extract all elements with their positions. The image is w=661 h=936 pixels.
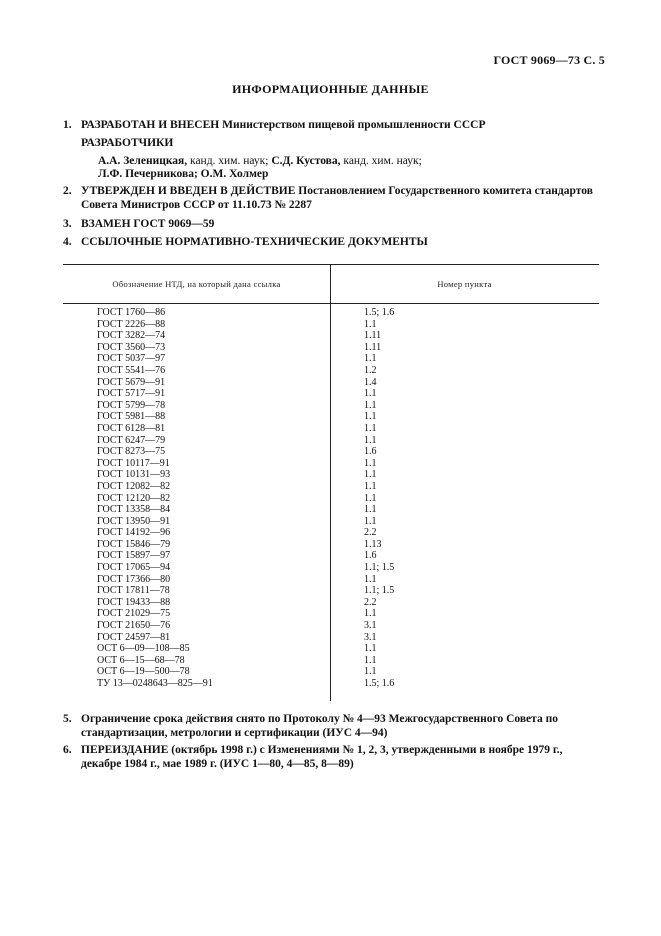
reference-table [63, 264, 599, 689]
item-number: 1. [63, 119, 72, 131]
table-body [63, 307, 599, 690]
table-row [63, 527, 599, 539]
table-row [63, 469, 599, 481]
document-designation: ГОСТ 1760—86 [97, 307, 166, 318]
clause-number: 1.5; 1.6 [364, 678, 395, 689]
developers-title: РАЗРАБОТЧИКИ [81, 137, 174, 149]
info-item-1 [63, 118, 601, 132]
clause-number: 1.6 [364, 446, 377, 458]
clause-number: 1.1 [364, 480, 377, 492]
document-designation: ГОСТ 17811—78 [97, 585, 170, 597]
table-row [63, 666, 599, 678]
clause-number: 1.11 [364, 341, 382, 353]
item-text: ВЗАМЕН ГОСТ 9069—59 [81, 218, 215, 230]
document-designation: ГОСТ 3560—73 [97, 341, 166, 353]
table-row [63, 608, 599, 620]
document-designation: ГОСТ 3282—74 [97, 330, 166, 342]
table-row [63, 504, 599, 516]
table-row [63, 585, 599, 597]
page-header: ГОСТ 9069—73 С. 5 [493, 53, 605, 67]
document-designation: ГОСТ 5717—91 [97, 388, 166, 400]
clause-number: 1.1 [364, 573, 377, 585]
table-row [63, 481, 599, 493]
table-row [63, 411, 599, 423]
document-designation: ГОСТ 19433—88 [97, 596, 171, 608]
clause-number: 1.1; 1.5 [364, 585, 395, 597]
clause-number: 1.1 [364, 434, 377, 446]
item-number: 3. [63, 218, 72, 230]
item-number: 4. [63, 236, 72, 248]
table-row [63, 458, 599, 470]
section-title: ИНФОРМАЦИОННЫЕ ДАННЫЕ [232, 82, 429, 96]
info-item-2 [63, 184, 601, 212]
table-header [63, 265, 599, 303]
clause-number: 1.6 [364, 550, 377, 562]
document-designation: ГОСТ 17065—94 [97, 562, 171, 574]
item-number: 6. [63, 744, 72, 756]
table-row [63, 400, 599, 412]
column-header-clause: Номер пункта [437, 279, 492, 289]
document-designation: ГОСТ 15897—97 [97, 550, 171, 562]
clause-number: 1.1 [364, 515, 377, 527]
document-designation: ГОСТ 5799—78 [97, 399, 166, 411]
document-designation: ГОСТ 2226—88 [97, 318, 166, 330]
table-row [63, 423, 599, 435]
table-row [63, 377, 599, 389]
clause-number: 1.1 [364, 388, 377, 400]
item-text: Министерством пищевой промышленности СССР [219, 119, 486, 131]
document-designation: ГОСТ 15846—79 [97, 538, 171, 550]
item-text: Постановлением Государственного комитета стандартов Совета Министров СССР от 11.10.73 № 2287 [81, 185, 593, 211]
table-row [63, 446, 599, 458]
document-designation: ГОСТ 6128—81 [97, 422, 166, 434]
table-row [63, 597, 599, 609]
clause-number: 1.1 [364, 353, 377, 365]
info-item-3 [63, 217, 601, 231]
document-designation: ГОСТ 12082—82 [97, 480, 171, 492]
authors [98, 155, 422, 181]
document-designation: ТУ 13—0248643—825—91 [97, 678, 213, 689]
document-designation: ОСТ 6—19—500—78 [97, 666, 190, 678]
clause-number: 1.5; 1.6 [364, 307, 395, 318]
table-row [63, 574, 599, 586]
table-header-rule [63, 303, 599, 304]
clause-number: 1.1; 1.5 [364, 562, 395, 574]
table-row [63, 516, 599, 528]
document-designation: ГОСТ 5037—97 [97, 353, 166, 365]
document-designation: ГОСТ 21650—76 [97, 620, 171, 632]
document-designation: ГОСТ 13950—91 [97, 515, 171, 527]
info-item-4 [63, 235, 601, 249]
clause-number: 1.1 [364, 457, 377, 469]
table-row [63, 550, 599, 562]
table-row [63, 620, 599, 632]
document-designation: ГОСТ 17366—80 [97, 573, 171, 585]
clause-number: 1.1 [364, 666, 377, 678]
author-degree: канд. хим. наук; [187, 155, 272, 167]
clause-number: 3.1 [364, 620, 377, 632]
table-row [63, 365, 599, 377]
document-designation: ГОСТ 14192—96 [97, 527, 171, 539]
clause-number: 1.2 [364, 364, 377, 376]
document-designation: ГОСТ 5541—76 [97, 364, 166, 376]
table-row [63, 493, 599, 505]
table-row [63, 632, 599, 644]
table-row [63, 562, 599, 574]
clause-number: 1.1 [364, 411, 377, 423]
document-designation: ГОСТ 12120—82 [97, 492, 171, 504]
document-designation: ГОСТ 10131—93 [97, 469, 171, 481]
table-row [63, 678, 599, 690]
clause-number: 1.1 [364, 318, 377, 330]
clause-number: 1.1 [364, 643, 377, 655]
table-row [63, 655, 599, 667]
document-designation: ГОСТ 5981—88 [97, 411, 166, 423]
clause-number: 1.1 [364, 608, 377, 620]
item-number: 2. [63, 185, 72, 197]
clause-number: 1.1 [364, 399, 377, 411]
document-designation: ГОСТ 13358—84 [97, 504, 171, 516]
author-name: С.Д. Кустова, [271, 155, 341, 167]
developers-title-row [63, 136, 601, 150]
document-designation: ОСТ 6—15—68—78 [97, 654, 185, 666]
table-row [63, 307, 599, 319]
item-lead: УТВЕРЖДЕН И ВВЕДЕН В ДЕЙСТВИЕ [81, 185, 296, 197]
item-number: 5. [63, 713, 72, 725]
item-text: ССЫЛОЧНЫЕ НОРМАТИВНО-ТЕХНИЧЕСКИЕ ДОКУМЕНТЫ [81, 236, 428, 248]
clause-number: 2.2 [364, 527, 377, 539]
author-degree: канд. хим. наук; [340, 155, 422, 167]
clause-number: 3.1 [364, 631, 377, 643]
clause-number: 1.1 [364, 469, 377, 481]
info-item-6 [63, 743, 601, 771]
info-item-5 [63, 712, 601, 740]
table-row [63, 319, 599, 331]
table-row [63, 643, 599, 655]
clause-number: 1.1 [364, 654, 377, 666]
table-row [63, 342, 599, 354]
document-designation: ОСТ 6—09—108—85 [97, 643, 190, 655]
author-name: А.А. Зеленицкая, [98, 155, 188, 167]
clause-number: 1.4 [364, 376, 377, 388]
table-row [63, 388, 599, 400]
document-designation: ГОСТ 6247—79 [97, 434, 166, 446]
table-row [63, 330, 599, 342]
table-row [63, 353, 599, 365]
document-designation: ГОСТ 8273—75 [97, 446, 166, 458]
table-row [63, 435, 599, 447]
clause-number: 1.11 [364, 330, 382, 342]
document-designation: ГОСТ 24597—81 [97, 631, 171, 643]
document-designation: ГОСТ 5679—91 [97, 376, 166, 388]
table-row [63, 539, 599, 551]
clause-number: 1.1 [364, 492, 377, 504]
item-text: Ограничение срока действия снято по Протоколу № 4—93 Межгосударственного Совета по стандартизации, метрологии и сертификации (ИУС 4—94) [81, 713, 558, 739]
authors-line-2: Л.Ф. Печерникова; О.М. Холмер [98, 168, 269, 180]
clause-number: 1.1 [364, 422, 377, 434]
document-designation: ГОСТ 10117—91 [97, 457, 170, 469]
item-text: ПЕРЕИЗДАНИЕ (октябрь 1998 г.) с Изменениями № 1, 2, 3, утвержденными в ноябре 1979 г., декабре 1984 г., мае 1989 г. (ИУС 1—80, 4—85, 8—89) [81, 744, 563, 770]
clause-number: 2.2 [364, 596, 377, 608]
column-header-document: Обозначение НТД, на который дана ссылка [112, 279, 281, 289]
item-lead: РАЗРАБОТАН И ВНЕСЕН [81, 119, 220, 131]
document-designation: ГОСТ 21029—75 [97, 608, 171, 620]
clause-number: 1.1 [364, 504, 377, 516]
clause-number: 1.13 [364, 538, 382, 550]
